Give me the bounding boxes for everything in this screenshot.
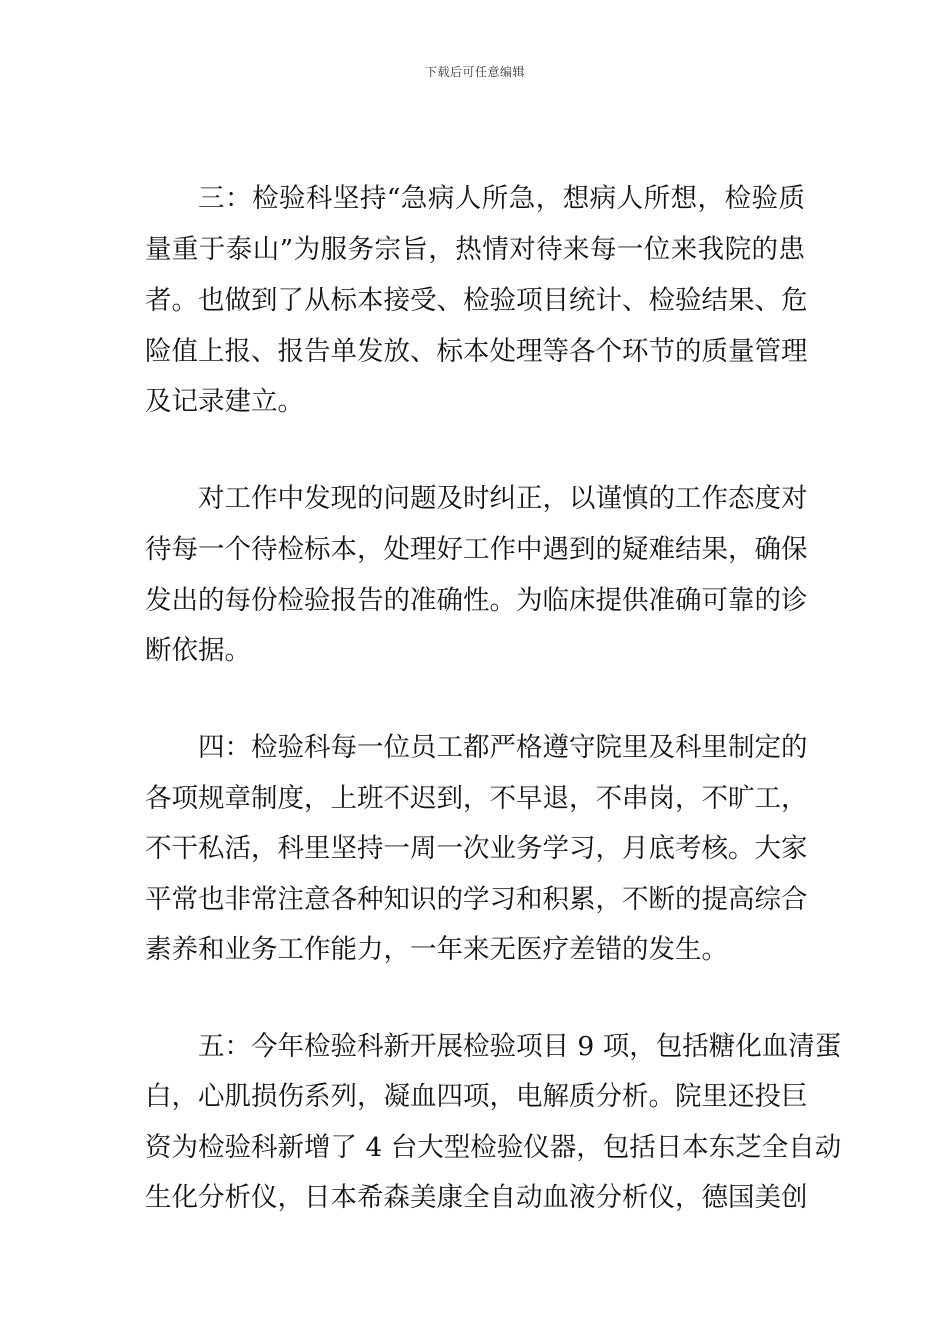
paragraph-4-line-2: 白，心肌损伤系列，凝血四项，电解质分析。院里还投巨 xyxy=(145,1081,808,1112)
paragraph-1-line-1: 三：检验科坚持“急病人所急，想病人所想，检验质 xyxy=(198,183,805,214)
paragraph-1-line-4: 险值上报、报告单发放、标本处理等各个环节的质量管理 xyxy=(145,336,808,367)
paragraph-3-line-4: 平常也非常注意各种知识的学习和积累，不断的提高综合 xyxy=(145,884,808,915)
paragraph-4-line-1: 五：今年检验科新开展检验项目 9 项，包括糖化血清蛋 xyxy=(198,1031,842,1062)
paragraph-3-line-3: 不干私活，科里坚持一周一次业务学习，月底考核。大家 xyxy=(145,833,808,864)
paragraph-1-line-3: 者。也做到了从标本接受、检验项目统计、检验结果、危 xyxy=(145,285,808,316)
paragraph-3-line-5: 素养和业务工作能力，一年来无医疗差错的发生。 xyxy=(145,934,728,965)
paragraph-2-line-2: 待每一个待检标本，处理好工作中遇到的疑难结果，确保 xyxy=(145,534,808,565)
paragraph-1-line-5: 及记录建立。 xyxy=(145,386,304,417)
paragraph-3-line-2: 各项规章制度，上班不迟到，不早退，不串岗，不旷工， xyxy=(145,783,808,814)
paragraph-4-line-4: 生化分析仪，日本希森美康全自动血液分析仪，德国美创 xyxy=(145,1182,808,1213)
paragraph-1-line-2: 量重于泰山”为服务宗旨，热情对待来每一位来我院的患 xyxy=(145,234,805,265)
paragraph-3-line-1: 四：检验科每一位员工都严格遵守院里及科里制定的 xyxy=(198,732,808,763)
page-header-note: 下载后可任意编辑 xyxy=(424,65,525,79)
paragraph-2-line-3: 发出的每份检验报告的准确性。为临床提供准确可靠的诊 xyxy=(145,585,808,616)
paragraph-2-line-1: 对工作中发现的问题及时纠正，以谨慎的工作态度对 xyxy=(198,483,808,514)
paragraph-4-line-3: 资为检验科新增了 4 台大型检验仪器，包括日本东芝全自动 xyxy=(145,1132,842,1163)
paragraph-2-line-4: 断依据。 xyxy=(145,635,251,666)
